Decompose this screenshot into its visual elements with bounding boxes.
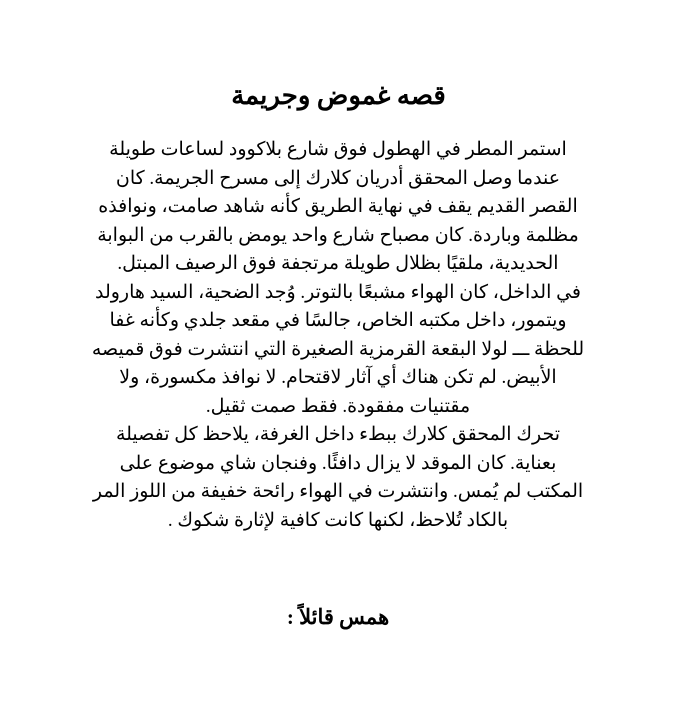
body-line: ويتمور، داخل مكتبه الخاص، جالسًا في مقعد جلدي وكأنه غفا xyxy=(109,310,567,331)
body-line: تحرك المحقق كلارك ببطء داخل الغرفة، يلاحظ كل تفصيلة xyxy=(115,424,561,445)
body-line: القصر القديم يقف في نهاية الطريق كأنه شاهد صامت، ونوافذه xyxy=(98,196,578,217)
body-line: عندما وصل المحقق أدريان كلارك إلى مسرح الجريمة. كان xyxy=(115,167,561,189)
body-line: بعناية. كان الموقد لا يزال دافئًا. وفنجان شاي موضوع على xyxy=(119,452,557,474)
body-line: المكتب لم يُمس. وانتشرت في الهواء رائحة خفيفة من اللوز المر xyxy=(92,481,584,502)
page-title: قصه غموض وجريمة xyxy=(231,81,446,111)
body-line: استمر المطر في الهطول فوق شارع بلاكوود لساعات طويلة xyxy=(109,139,567,160)
body-line: مظلمة وباردة. كان مصباح شارع واحد يومض بالقرب من البوابة xyxy=(97,224,579,246)
closing-dialogue-line: همس قائلاً : xyxy=(286,605,390,629)
body-line: في الداخل، كان الهواء مشبعًا بالتوتر. وُجد الضحية، السيد هارولد xyxy=(94,281,582,303)
body-line: مقتنيات مفقودة. فقط صمت ثقيل. xyxy=(205,395,471,417)
body-line: بالكاد تُلاحظ، لكنها كانت كافية لإثارة شكوك . xyxy=(167,509,509,531)
body-line: للحظة ـــ لولا البقعة القرمزية الصغيرة التي انتشرت فوق قميصه xyxy=(91,338,585,360)
body-line: الأبيض. لم تكن هناك أي آثار لاقتحام. لا نوافذ مكسورة، ولا xyxy=(119,367,557,388)
body-line: الحديدية، ملقيًا بظلال طويلة مرتجفة فوق الرصيف المبتل. xyxy=(117,253,559,274)
story-body xyxy=(55,136,621,535)
